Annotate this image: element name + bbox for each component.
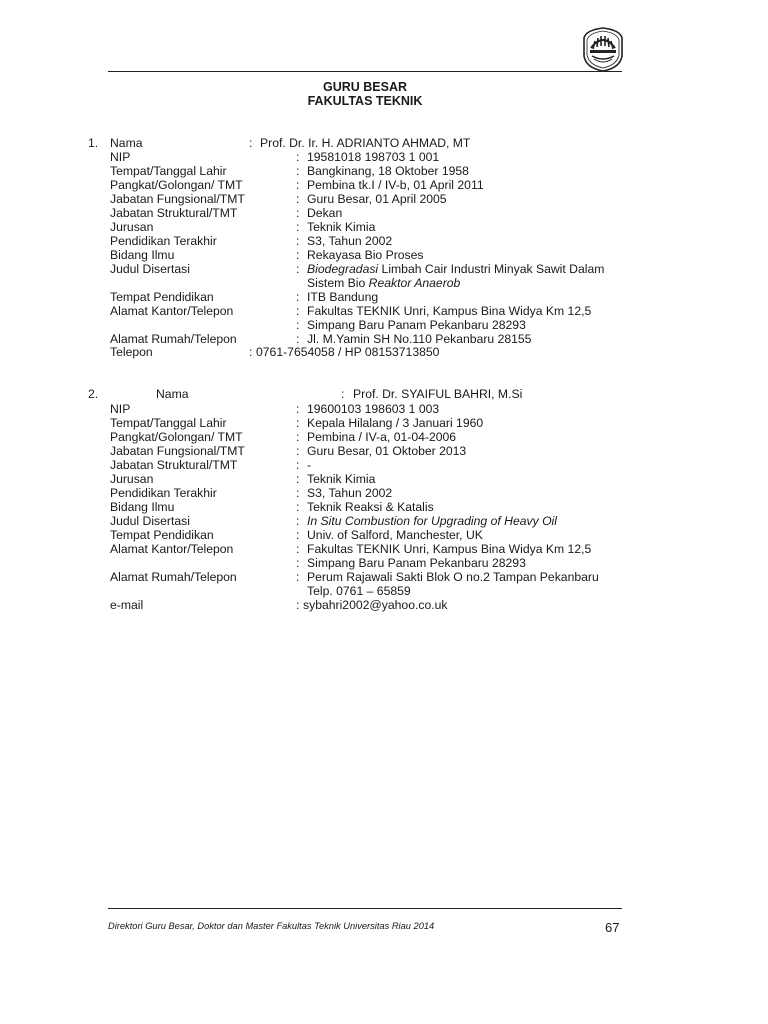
entry-number: 1. xyxy=(88,136,99,150)
entry-number: 2. xyxy=(88,387,99,401)
university-seal-logo xyxy=(580,26,626,72)
page-number: 67 xyxy=(605,920,620,935)
page-title: GURU BESAR xyxy=(322,80,408,94)
header-rule xyxy=(108,71,622,72)
field-label: Nama xyxy=(110,136,143,150)
field-value: Prof. Dr. Ir. H. ADRIANTO AHMAD, MT xyxy=(260,136,471,150)
page-subtitle: FAKULTAS TEKNIK xyxy=(307,94,423,108)
field-rumah-line2: Telp. 0761 – 65859 xyxy=(307,584,411,598)
field-disertasi-line2: Sistem Bio Reaktor Anaerob xyxy=(307,276,461,290)
footer-rule xyxy=(108,908,622,909)
footer-text: Direktori Guru Besar, Doktor dan Master Fakultas Teknik Universitas Riau 2014 xyxy=(108,921,435,931)
